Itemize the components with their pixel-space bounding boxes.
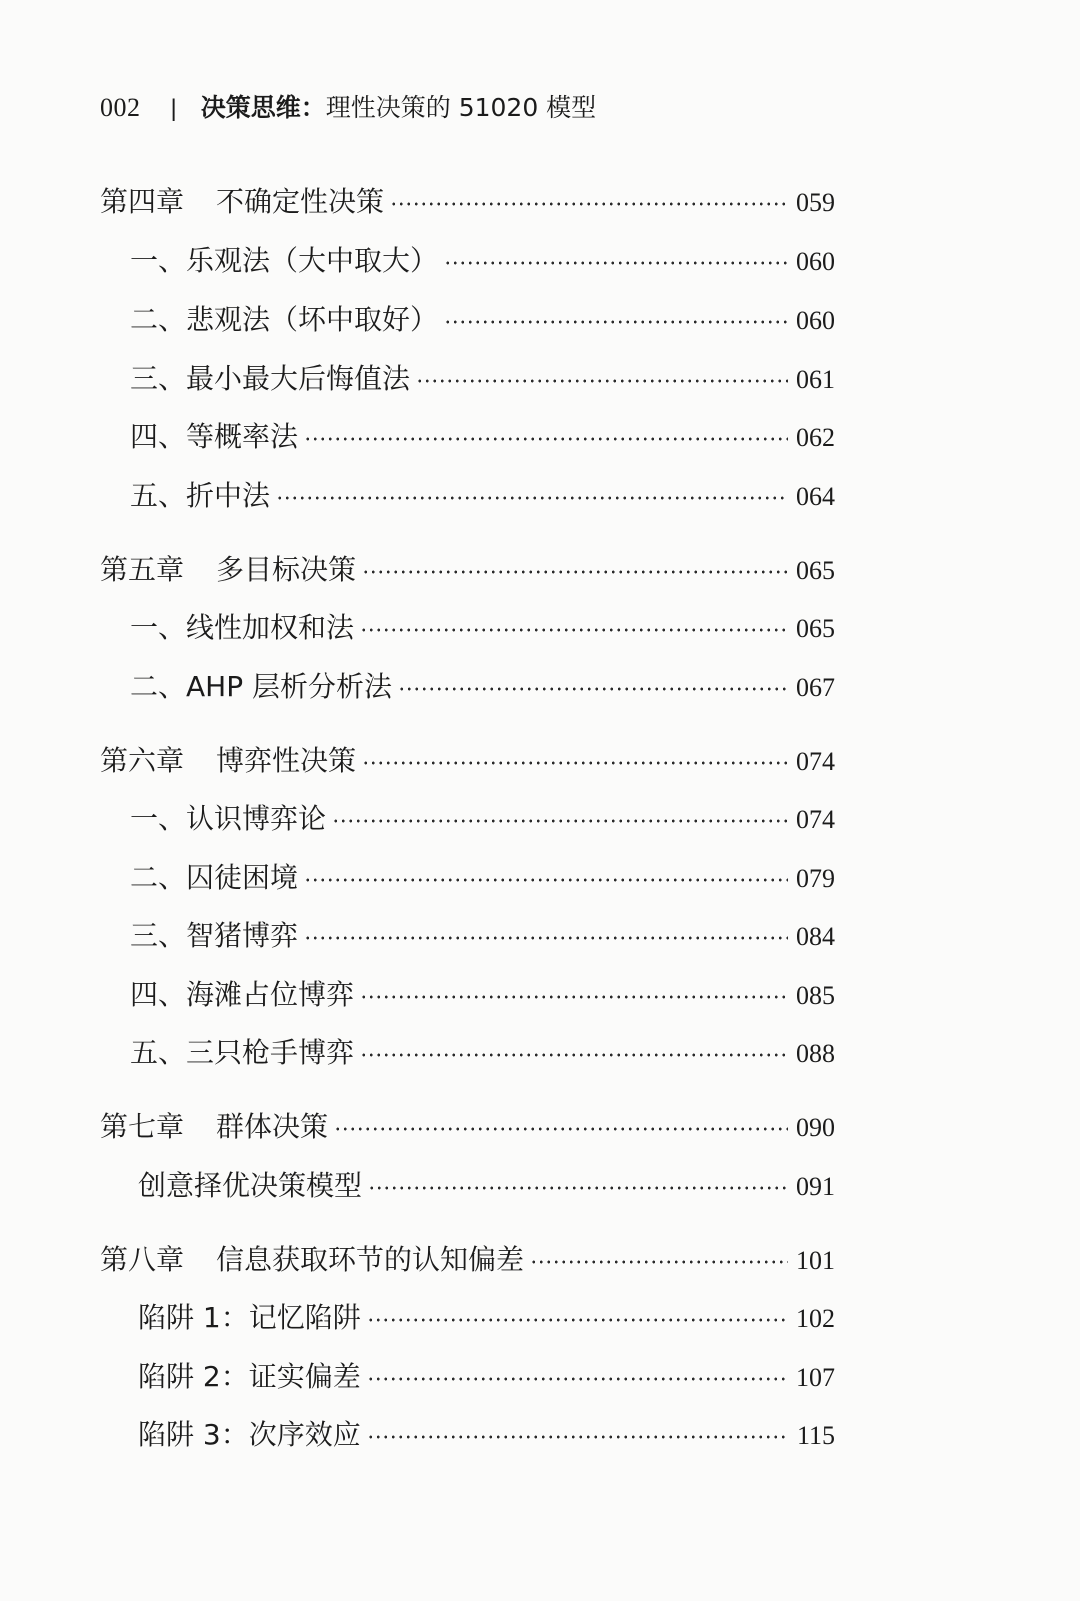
page-ref: 084 [796, 922, 835, 951]
dot-leader [276, 496, 788, 500]
section-title: 陷阱 1：记忆陷阱 [138, 1301, 361, 1334]
dot-leader [367, 1318, 788, 1322]
book-subtitle: 理性决策的 51020 模型 [325, 93, 597, 122]
toc-section[interactable] [130, 973, 835, 1013]
dot-leader [444, 320, 788, 324]
page-ref: 091 [796, 1172, 835, 1201]
chapter-number: 第五章 [100, 553, 185, 586]
page-ref: 088 [796, 1039, 835, 1068]
page-ref: 090 [796, 1113, 835, 1142]
page-ref: 062 [796, 423, 835, 452]
section-title: 四、海滩占位博弈 [130, 978, 355, 1011]
page-ref: 107 [796, 1363, 835, 1392]
chapter-title: 不确定性决策 [216, 185, 385, 218]
dot-leader [530, 1260, 788, 1264]
toc-chapter[interactable] [100, 739, 835, 779]
toc-section[interactable] [138, 1296, 835, 1336]
chapter-number: 第七章 [100, 1110, 185, 1143]
section-title: 一、认识博弈论 [130, 802, 327, 835]
dot-leader [334, 1127, 788, 1131]
toc-section[interactable] [130, 415, 835, 455]
chapter-title: 群体决策 [216, 1110, 329, 1143]
page-ref: 085 [796, 981, 835, 1010]
section-title: 三、智猪博弈 [130, 919, 299, 952]
chapter-title: 多目标决策 [216, 553, 357, 586]
section-title: 一、线性加权和法 [130, 611, 355, 644]
dot-leader [367, 1435, 789, 1439]
toc-section[interactable] [130, 474, 835, 514]
section-title: 二、悲观法（坏中取好） [130, 303, 439, 336]
toc-section[interactable] [130, 239, 835, 279]
toc-section[interactable] [130, 665, 835, 705]
dot-leader [362, 761, 788, 765]
page-ref: 074 [796, 805, 835, 834]
dot-leader [416, 379, 788, 383]
section-title: 三、最小最大后悔值法 [130, 362, 411, 395]
dot-leader [332, 819, 788, 823]
toc-section[interactable] [138, 1413, 835, 1453]
section-title: 五、三只枪手博弈 [130, 1036, 355, 1069]
header-separator: | [170, 95, 177, 122]
toc-section[interactable] [138, 1355, 835, 1395]
page-ref: 067 [796, 673, 835, 702]
running-header [100, 88, 596, 124]
chapter-title: 信息获取环节的认知偏差 [216, 1243, 525, 1276]
toc-section[interactable] [130, 357, 835, 397]
toc-section[interactable] [130, 1031, 835, 1071]
dot-leader [360, 628, 788, 632]
dot-leader [304, 437, 788, 441]
dot-leader [360, 1053, 788, 1057]
section-title: 陷阱 2：证实偏差 [138, 1360, 361, 1393]
chapter-number: 第八章 [100, 1243, 185, 1276]
dot-leader [304, 936, 788, 940]
page-ref: 102 [796, 1304, 835, 1333]
toc-section[interactable] [130, 298, 835, 338]
section-title: 二、囚徒困境 [130, 861, 299, 894]
toc-section[interactable] [130, 914, 835, 954]
dot-leader [390, 202, 788, 206]
dot-leader [367, 1377, 788, 1381]
section-title: 一、乐观法（大中取大） [130, 244, 439, 277]
toc-chapter[interactable] [100, 1238, 835, 1278]
section-title: 陷阱 3：次序效应 [138, 1418, 361, 1451]
page-ref: 060 [796, 306, 835, 335]
page-ref: 060 [796, 247, 835, 276]
page-ref: 101 [796, 1246, 835, 1275]
page-ref: 065 [796, 556, 835, 585]
section-title: 二、AHP 层析分析法 [130, 670, 392, 703]
chapter-number: 第六章 [100, 744, 185, 777]
page-number: 002 [100, 93, 141, 122]
chapter-title: 博弈性决策 [216, 744, 357, 777]
book-title: 决策思维： [200, 93, 326, 122]
dot-leader [360, 995, 788, 999]
toc-section[interactable] [138, 1164, 835, 1204]
toc-section[interactable] [130, 797, 835, 837]
toc-chapter[interactable] [100, 548, 835, 588]
page-ref: 059 [796, 188, 835, 217]
toc-chapter[interactable] [100, 1105, 835, 1145]
page-ref: 064 [796, 482, 835, 511]
toc-section[interactable] [130, 856, 835, 896]
page-ref: 079 [796, 864, 835, 893]
section-title: 四、等概率法 [130, 420, 299, 453]
section-title: 创意择优决策模型 [138, 1169, 363, 1202]
dot-leader [398, 687, 788, 691]
page-ref: 074 [796, 747, 835, 776]
page-ref: 115 [796, 1421, 835, 1450]
page-ref: 065 [796, 614, 835, 643]
chapter-number: 第四章 [100, 185, 185, 218]
toc-chapter[interactable] [100, 180, 835, 220]
dot-leader [304, 878, 788, 882]
page-ref: 061 [796, 365, 835, 394]
dot-leader [444, 261, 788, 265]
section-title: 五、折中法 [130, 479, 271, 512]
dot-leader [362, 570, 788, 574]
toc-section[interactable] [130, 606, 835, 646]
dot-leader [368, 1186, 788, 1190]
